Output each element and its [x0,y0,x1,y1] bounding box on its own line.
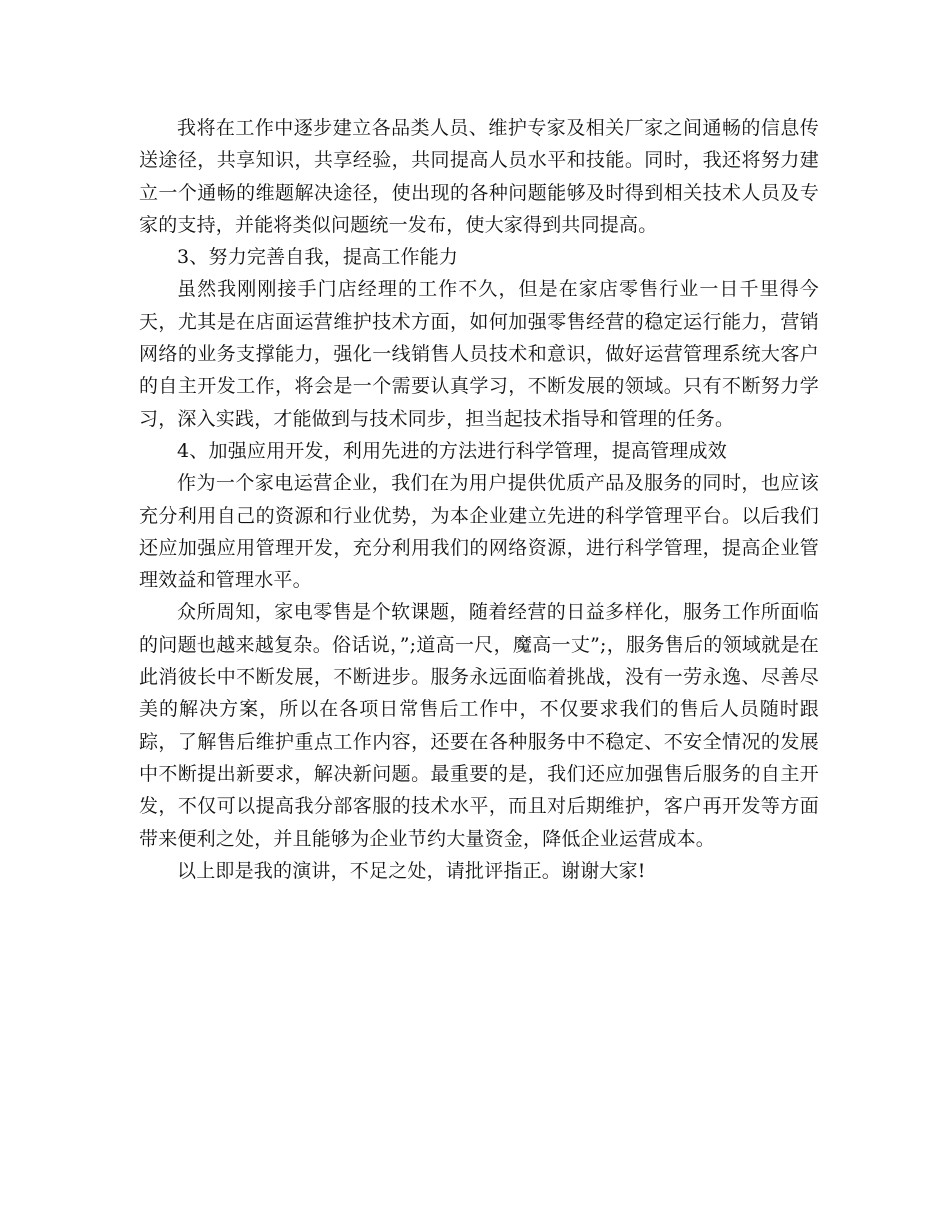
section-heading-3: 3、努力完善自我，提高工作能力 [177,246,459,269]
paragraph-info-channels: 我将在工作中逐步建立各品类人员、维护专家及相关厂家之间通畅的信息传送途径，共享知识，共享经验，共同提高人员水平和技能。同时，我还将努力建立一个通畅的维题解决途径，使出现的各种问题能够及时得到相关技术人员及专家的支持，并能将类似问题统一发布，使大家得到共同提高。 [139,117,819,236]
paragraph-self-improvement: 虽然我刚刚接手门店经理的工作不久，但是在家店零售行业一日千里得今天，尤其是在店面运营维护技术方面，如何加强零售经营的稳定运行能力，营销网络的业务支撑能力，强化一线销售人员技术和意识，做好运营管理系统大客户的自主开发工作，将会是一个需要认真学习，不断发展的领域。只有不断努力学习，深入实践，才能做到与技术同步，担当起技术指导和管理的任务。 [139,278,819,430]
document-body [139,112,819,887]
paragraph-after-sales: 众所周知，家电零售是个软课题，随着经营的日益多样化，服务工作所面临的问题也越来越复杂。俗话说，”;道高一尺，魔高一丈”;，服务售后的领域就是在此消彼长中不断发展，不断进步。服务永远面临着挑战，没有一劳永逸、尽善尽美的解决方案，所以在各项日常售后工作中，不仅要求我们的售后人员随时跟踪，了解售后维护重点工作内容，还要在各种服务中不稳定、不安全情况的发展中不断提出新要求，解决新问题。最重要的是，我们还应加强售后服务的自主开发，不仅可以提高我分部客服的技术水平，而且对后期维护，客户再开发等方面带来便利之处，并且能够为企业节约大量资金，降低企业运营成本。 [139,601,819,850]
paragraph-closing: 以上即是我的演讲，不足之处，请批评指正。谢谢大家! [177,859,646,882]
section-heading-4: 4、加强应用开发，利用先进的方法进行科学管理，提高管理成效 [177,439,727,462]
paragraph-management-platform: 作为一个家电运营企业，我们在为用户提供优质产品及服务的同时，也应该充分利用自己的资源和行业优势，为本企业建立先进的科学管理平台。以后我们还应加强应用管理开发，充分利用我们的网络资源，进行科学管理，提高企业管理效益和管理水平。 [139,472,819,592]
